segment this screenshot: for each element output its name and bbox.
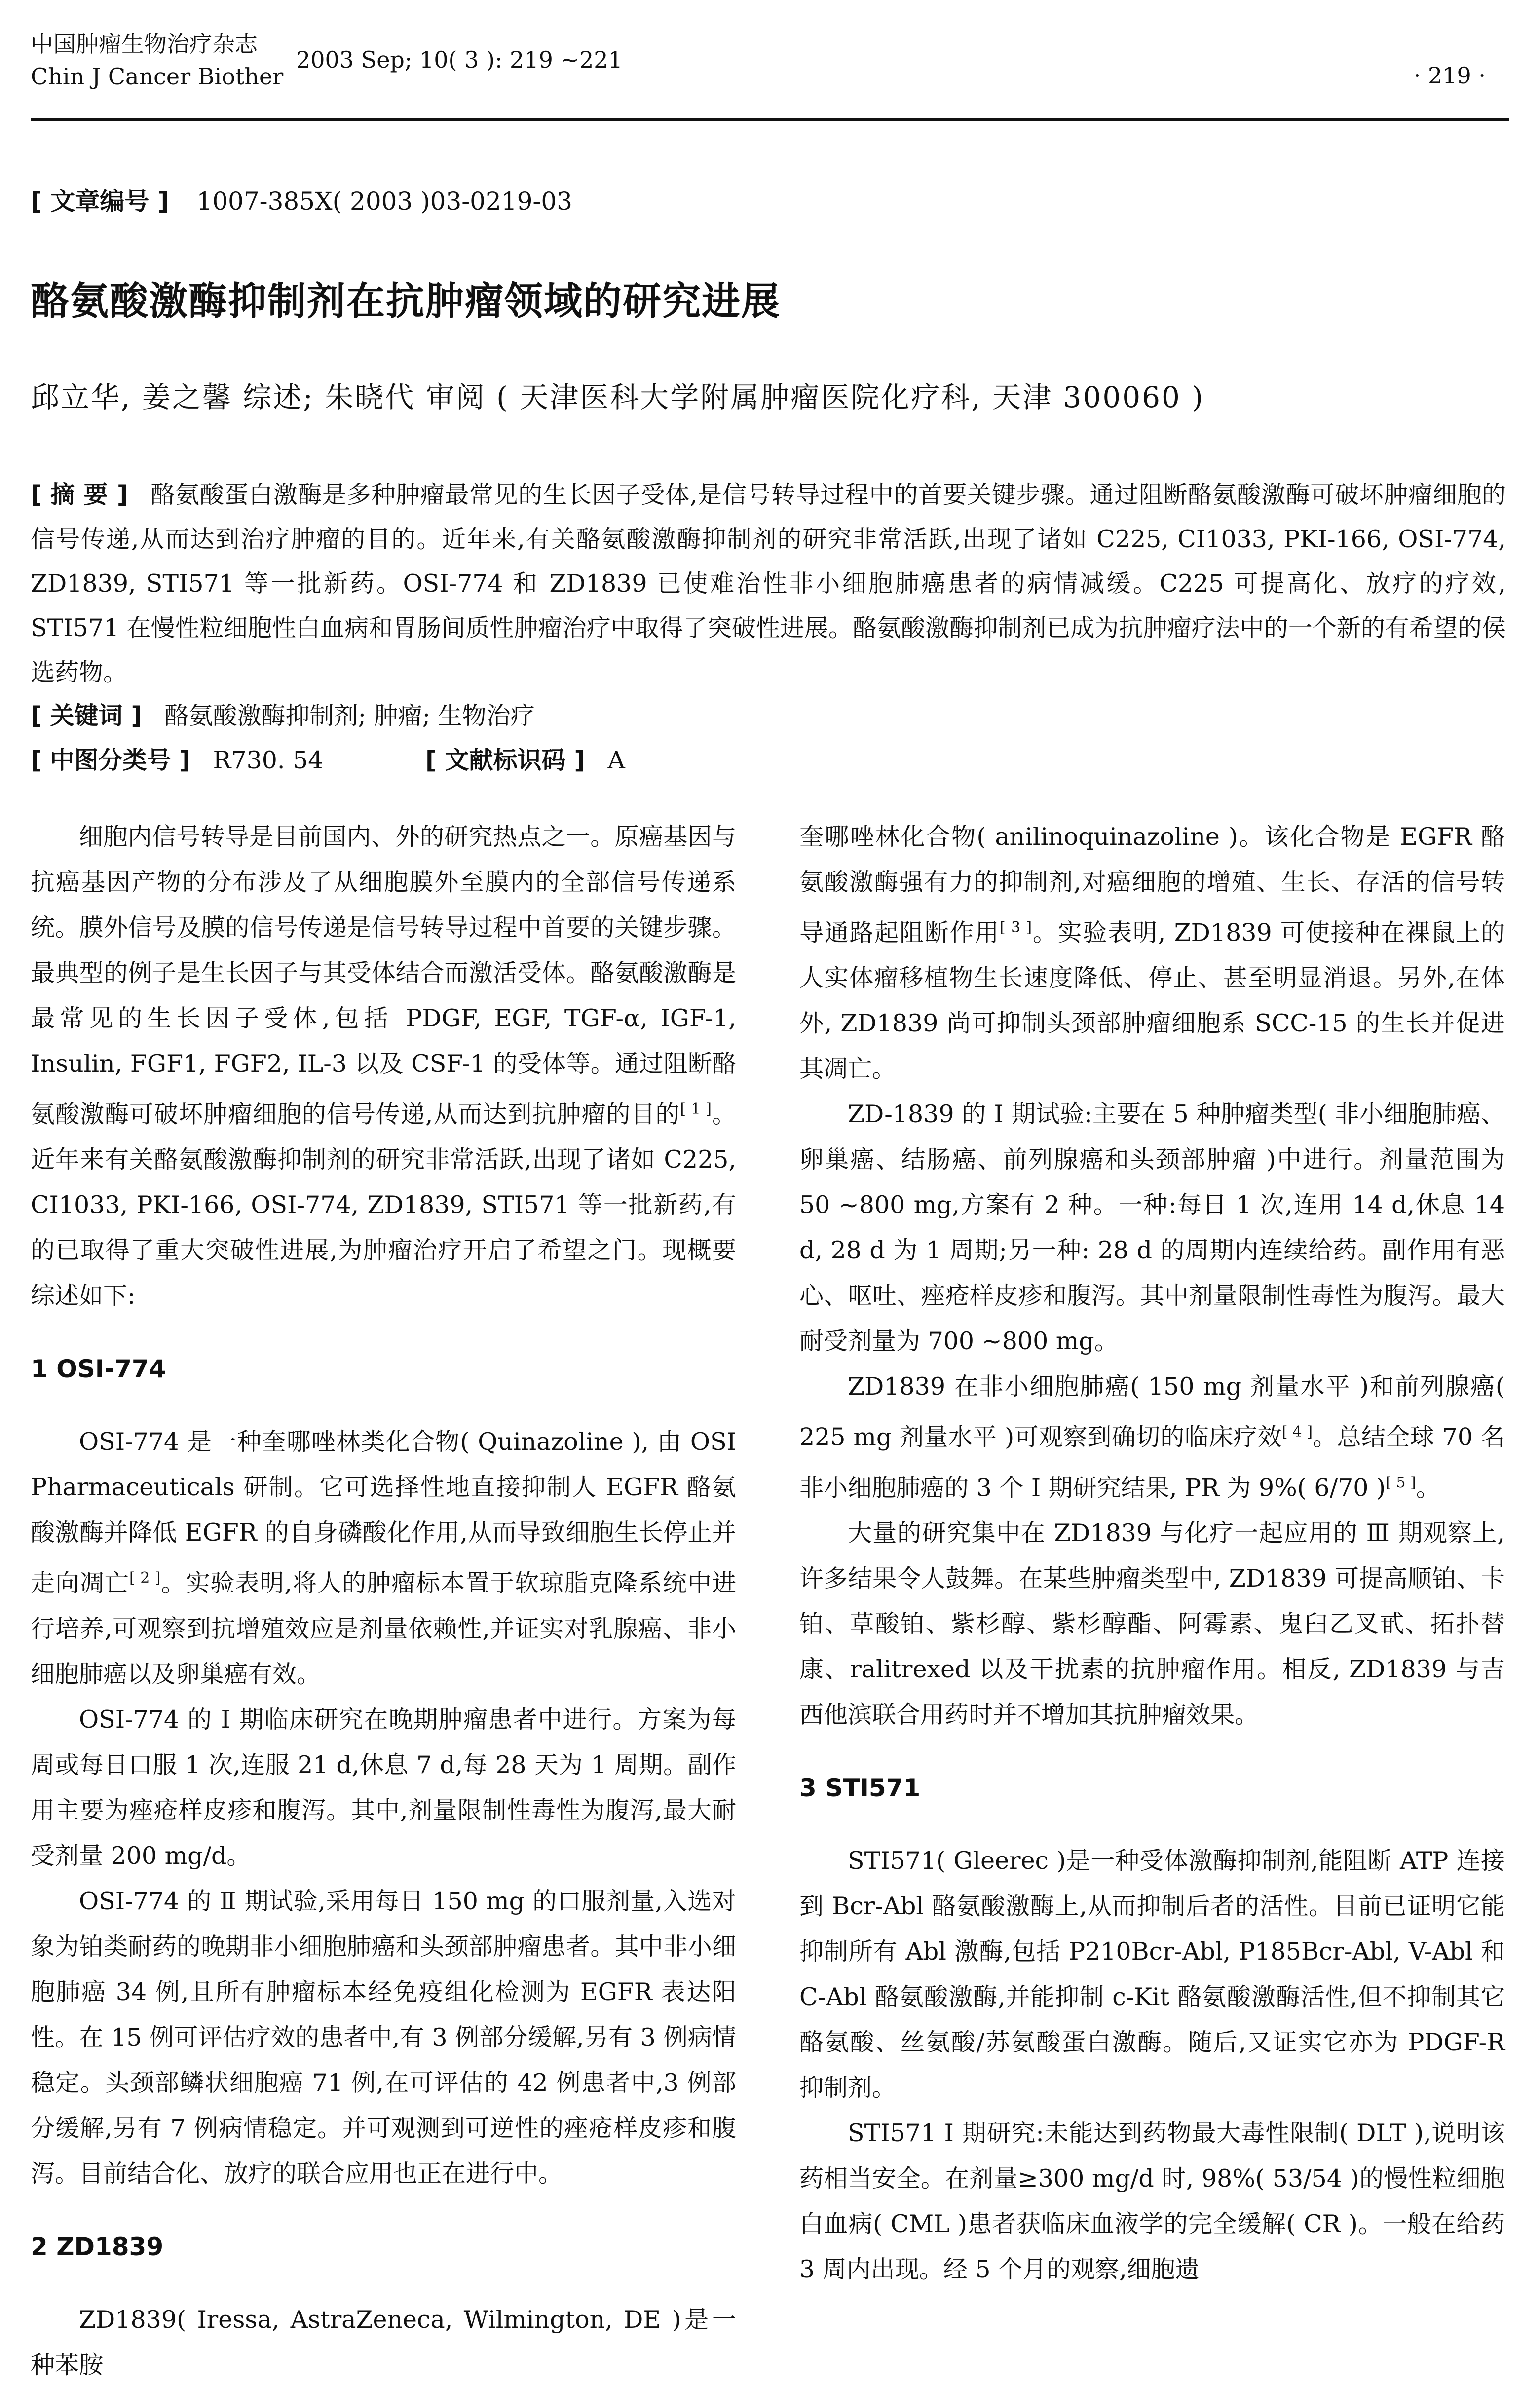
citation-4: [ 4 ] — [1281, 1423, 1313, 1441]
right-paragraph-5: STI571( Gleerec )是一种受体激酶抑制剂,能阻断 ATP 连接到 Bcr-Abl 酪氨酸激酶上,从而抑制后者的活性。目前已证明它能抑制所有 Abl 激酶,包括 P210Bcr-Abl, P185Bcr-Abl, V-Abl 和 C-Abl 酪氨酸激酶,并能抑制 c-Kit 酪氨酸激酶活性,但不抑制其它酪氨酸、丝氨酸/苏氨酸蛋白激酶。随后,又证实它亦为 PDGF-R 抑制剂。 — [799, 1846, 1505, 2102]
clc-label: [ 中图分类号 ] — [31, 746, 190, 774]
keywords-label: [ 关键词 ] — [31, 702, 142, 730]
page-number: · 219 · — [1413, 62, 1486, 89]
keywords-value: 酪氨酸激酶抑制剂; 肿瘤; 生物治疗 — [164, 702, 535, 730]
left-paragraph-3: OSI-774 的 Ⅰ 期临床研究在晚期肿瘤患者中进行。方案为每周或每日口服 1 次,连服 21 d,休息 7 d,每 28 天为 1 周期。副作用主要为痤疮样皮疹和腹泻。其中,剂量限制性毒性为腹泻,最大耐受剂量 200 mg/d。 — [31, 1705, 736, 1870]
left-paragraph-2: OSI-774 是一种奎哪唑林类化合物( Quinazoline ), 由 OSI Pharmaceuticals 研制。它可选择性地直接抑制人 EGFR 酪氨酸激酶并降低 EGFR 的自身磷酸化作用,从而导致细胞生长停止并走向凋亡[ 2 ]。实验表明,将人的肿瘤标本置于软琼脂克隆系统中进行培养,可观察到抗增殖效应是剂量依赖性,并证实对乳腺癌、非小细胞肺癌以及卵巢癌有效。 — [31, 1428, 736, 1688]
journal-name-en: Chin J Cancer Biother — [31, 63, 284, 90]
section-heading-1: 1 OSI-774 — [31, 1355, 166, 1384]
running-header-journal — [31, 28, 283, 93]
abstract-text: 酪氨酸蛋白激酶是多种肿瘤最常见的生长因子受体,是信号转导过程中的首要关键步骤。通过阻断酪氨酸激酶可破坏肿瘤细胞的信号传递,从而达到治疗肿瘤的目的。近年来,有关酪氨酸激酶抑制剂的研究非常活跃,出现了诸如 C225, CI1033, PKI-166, OSI-774, ZD1839, STI571 等一批新药。OSI-774 和 ZD1839 已使难治性非小细胞肺癌患者的病情减缓。C225 可提高化、放疗的疗效, STI571 在慢性粒细胞性白血病和胃肠间质性肿瘤治疗中取得了突破性进展。酪氨酸激酶抑制剂已成为抗肿瘤疗法中的一个新的有希望的侯选药物。 — [31, 481, 1506, 686]
keywords — [31, 694, 535, 738]
citation-3: [ 3 ] — [1000, 919, 1032, 936]
body-column-left — [31, 814, 736, 2388]
left-paragraph-5: ZD1839( Iressa, AstraZeneca, Wilmington, DE )是一种苯胺 — [31, 2305, 736, 2379]
issue-info: 2003 Sep; 10( 3 ): 219 ~221 — [296, 46, 623, 73]
article-id-label: [ 文章编号 ] — [31, 187, 169, 216]
document-code — [425, 738, 625, 783]
clc-value: R730. 54 — [213, 746, 324, 774]
section-heading-2: 2 ZD1839 — [31, 2232, 164, 2261]
classification-line — [31, 738, 1506, 783]
article-id-value: 1007-385X( 2003 )03-0219-03 — [196, 187, 572, 216]
journal-name-cn: 中国肿瘤生物治疗杂志 — [31, 31, 258, 57]
citation-2: [ 2 ] — [129, 1569, 161, 1587]
left-paragraph-1: 细胞内信号转导是目前国内、外的研究热点之一。原癌基因与抗癌基因产物的分布涉及了从细胞膜外至膜内的全部信号传递系统。膜外信号及膜的信号传递是信号转导过程中首要的关键步骤。最典型的例子是生长因子与其受体结合而激活受体。酪氨酸激酶是最常见的生长因子受体,包括 PDGF, EGF, TGF-α, IGF-1, Insulin, FGF1, FGF2, IL-3 以及 CSF-1 的受体等。通过阻断酪氨酸激酶可破坏肿瘤细胞的信号传递,从而达到抗肿瘤的目的[ 1 ]。近年来有关酪氨酸激酶抑制剂的研究非常活跃,出现了诸如 C225, CI1033, PKI-166, OSI-774, ZD1839, STI571 等一批新药,有的已取得了重大突破性进展,为肿瘤治疗开启了希望之门。现概要综述如下: — [31, 823, 736, 1310]
doc-code-label: [ 文献标识码 ] — [425, 746, 585, 774]
article-id — [31, 182, 572, 217]
abstract — [31, 473, 1506, 695]
right-paragraph-4: 大量的研究集中在 ZD1839 与化疗一起应用的 Ⅲ 期观察上,许多结果令人鼓舞。在某些肿瘤类型中, ZD1839 可提高顺铂、卡铂、草酸铂、紫杉醇、紫杉醇酯、阿霉素、鬼臼乙叉甙、拓扑替康、ralitrexed 以及干扰素的抗肿瘤作用。相反, ZD1839 与吉西他滨联合用药时并不增加其抗肿瘤效果。 — [799, 1518, 1505, 1729]
right-paragraph-2: ZD-1839 的 Ⅰ 期试验:主要在 5 种肿瘤类型( 非小细胞肺癌、卵巢癌、结肠癌、前列腺癌和头颈部肿瘤 )中进行。剂量范围为 50 ~800 mg,方案有 2 种。一种:每日 1 次,连用 14 d,休息 14 d, 28 d 为 1 周期;另一种: 28 d 的周期内连续给药。副作用有恶心、呕吐、痤疮样皮疹和腹泻。其中剂量限制性毒性为腹泻。最大耐受剂量为 700 ~800 mg。 — [799, 1100, 1505, 1356]
body-column-right — [799, 814, 1505, 2292]
right-paragraph-1: 奎哪唑林化合物( anilinoquinazoline )。该化合物是 EGFR 酪氨酸激酶强有力的抑制剂,对癌细胞的增殖、生长、存活的信号转导通路起阻断作用[ 3 ]。实验表明, ZD1839 可使接种在裸鼠上的人实体瘤移植物生长速度降低、停止、甚至明显消退。另外,在体外, ZD1839 尚可抑制头颈部肿瘤细胞系 SCC-15 的生长并促进其凋亡。 — [799, 823, 1505, 1083]
author-line: 邱立华, 姜之馨 综述; 朱晓代 审阅 ( 天津医科大学附属肿瘤医院化疗科, 天津 300060 ) — [31, 380, 1205, 414]
article-title: 酪氨酸激酶抑制剂在抗肿瘤领域的研究进展 — [31, 279, 781, 324]
abstract-label: [ 摘 要 ] — [31, 481, 128, 509]
left-paragraph-4: OSI-774 的 Ⅱ 期试验,采用每日 150 mg 的口服剂量,入选对象为铂类耐药的晚期非小细胞肺癌和头颈部肿瘤患者。其中非小细胞肺癌 34 例,且所有肿瘤标本经免疫组化检测为 EGFR 表达阳性。在 15 例可评估疗效的患者中,有 3 例部分缓解,另有 3 例病情稳定。头颈部鳞状细胞癌 71 例,在可评估的 42 例患者中,3 例部分缓解,另有 7 例病情稳定。并可观测到可逆性的痤疮样皮疹和腹泻。目前结合化、放疗的联合应用也正在进行中。 — [31, 1887, 736, 2188]
citation-1: [ 1 ] — [680, 1100, 712, 1118]
right-paragraph-3: ZD1839 在非小细胞肺癌( 150 mg 剂量水平 )和前列腺癌( 225 mg 剂量水平 )可观察到确切的临床疗效[ 4 ]。总结全球 70 名非小细胞肺癌的 3 个 Ⅰ 期研究结果, PR 为 9%( 6/70 )[ 5 ]。 — [799, 1372, 1505, 1502]
right-paragraph-6: STI571 Ⅰ 期研究:未能达到药物最大毒性限制( DLT ),说明该药相当安全。在剂量≥300 mg/d 时, 98%( 53/54 )的慢性粒细胞白血病( CML )患者获临床血液学的完全缓解( CR )。一般在给药 3 周内出现。经 5 个月的观察,细胞遗 — [799, 2119, 1505, 2283]
section-heading-3: 3 STI571 — [799, 1773, 921, 1802]
citation-5: [ 5 ] — [1386, 1474, 1416, 1491]
header-rule — [31, 118, 1509, 121]
doc-code-value: A — [607, 746, 625, 774]
